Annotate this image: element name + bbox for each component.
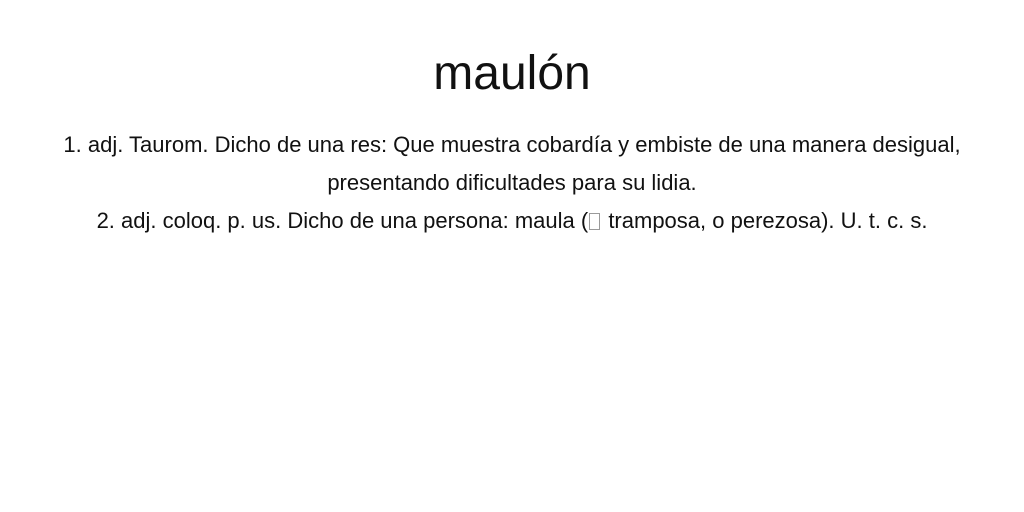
headword: maulón	[433, 47, 591, 100]
definitions-list	[48, 126, 976, 240]
sense-1: 1. adj. Taurom. Dicho de una res: Que muestra cobardía y embiste de una manera desigual, presentando dificultades para su lidia.	[63, 132, 961, 195]
missing-glyph-icon	[589, 213, 600, 230]
sense-2-text-start: 2. adj. coloq. p. us. Dicho de una persona: maula (	[96, 208, 589, 233]
sense-2	[48, 202, 976, 240]
sense-2-text-end: tramposa, o perezosa). U. t. c. s.	[602, 208, 928, 233]
